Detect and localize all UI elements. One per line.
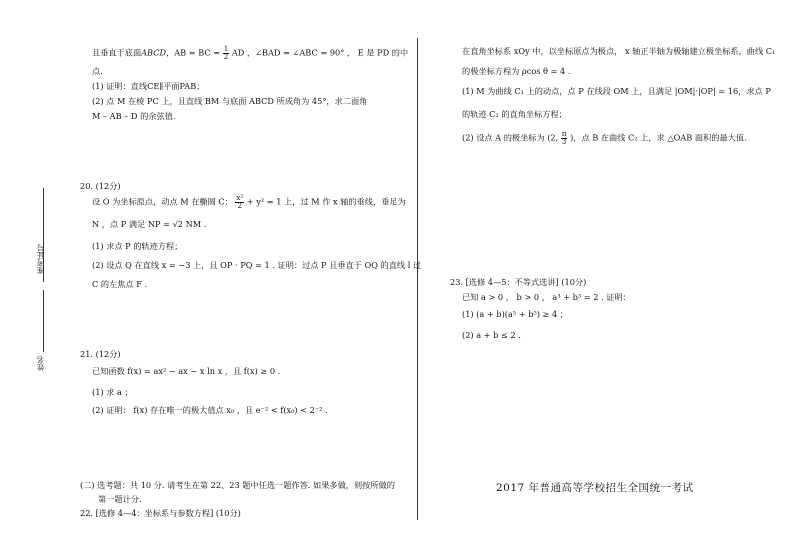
q20-heading: 20. (12分) xyxy=(80,181,121,191)
q20-fraction: $\frac{\text{x²}}{2}$ xyxy=(236,194,244,210)
elective-note-line1: (二) 选考题：共 10 分. 请考生在第 22、23 题中任选一题作答. 如果多做，则按所做的 xyxy=(80,480,395,490)
exam-title: 2017 年普通高等学校招生全国统一考试 xyxy=(496,482,694,494)
q22-part2: (2) 设点 A 的极坐标为 (2, $\frac{\pi}{3}$ )，点 B 在曲线 C₂ 上，求 △OAB 面积的最大值. xyxy=(462,130,747,146)
q23-heading: 23. [选修 4—5：不等式选讲] (10分) xyxy=(450,277,587,287)
q20-part1: (1) 求点 P 的轨迹方程； xyxy=(92,241,183,251)
column-divider xyxy=(417,38,418,520)
q19-part2-line1: (2) 点 M 在棱 PC 上，且直线 BM 与底面 ABCD 所成角为 45°，求二面角 xyxy=(92,96,368,106)
q19-fraction: $\frac{1}{2}$ xyxy=(223,45,229,61)
q23-part1: (1) (a + b)(a⁵ + b⁵) ≥ 4 ； xyxy=(462,309,568,319)
exam-id-label: 准考证号 xyxy=(36,244,45,274)
name-label: 姓名 xyxy=(36,356,45,371)
q20-part2-line2: C 的左焦点 F . xyxy=(92,279,148,289)
q21-line1: 已知函数 f(x) = ax² − ax − x ln x ，且 f(x) ≥ 0 . xyxy=(92,366,281,376)
q20-line1: 设 O 为坐标原点，动点 M 在椭圆 C： $\frac{\text{x²}}{2}$ + y² = 1 上，过 M 作 x 轴的垂线，垂足为 xyxy=(92,194,406,210)
q19-part2-line2: M – AB – D 的余弦值. xyxy=(92,111,176,121)
q22-fraction: $\frac{\pi}{3}$ xyxy=(561,130,567,146)
q23-part2: (2) a + b ≤ 2 . xyxy=(462,330,521,340)
q22-part1-line1: (1) M 为曲线 C₁ 上的动点，点 P 在线段 OM 上，且满足 |OM|·|OP| = 16，求点 P xyxy=(462,86,771,96)
q19-line2: 点. xyxy=(92,66,103,76)
q23-line1: 已知 a > 0 ， b > 0 ， a³ + b³ = 2 . 证明： xyxy=(462,292,631,302)
q19-part1: (1) 证明：直线CE∥平面PAB； xyxy=(92,81,205,91)
q22-part1-line2: 的轨迹 C₂ 的直角坐标方程； xyxy=(462,109,567,119)
binding-line-lower xyxy=(43,290,44,352)
q22-heading: 22. [选修 4—4：坐标系与参数方程] (10分) xyxy=(80,508,241,518)
q22-line2: 的极坐标方程为 ρcos θ = 4 . xyxy=(462,66,571,76)
q21-part1: (1) 求 a ； xyxy=(92,387,133,397)
q22-line1: 在直角坐标系 xOy 中，以坐标原点为极点， x 轴正半轴为极轴建立极坐标系，曲线 C₁ xyxy=(462,46,776,56)
q21-heading: 21. (12分) xyxy=(80,349,121,359)
elective-note-line2: 第一题计分. xyxy=(98,494,142,504)
q21-part2: (2) 证明： f(x) 存在唯一的极大值点 x₀ ，且 e⁻² < f(x₀) < 2⁻² . xyxy=(92,405,328,415)
q20-part2-line1: (2) 设点 Q 在直线 x = −3 上，且 OP · PQ = 1 . 证明：过点 P 且垂直于 OQ 的直线 l 过 xyxy=(92,260,422,270)
q20-line2: N ，点 P 满足 NP = √2 NM . xyxy=(92,219,207,229)
q19-line1: 且垂直于底面ABCD，AB = BC = $\frac{1}{2}$ AD ，∠BAD = ∠ABC = 90° ， E 是 PD 的中 xyxy=(92,45,409,61)
